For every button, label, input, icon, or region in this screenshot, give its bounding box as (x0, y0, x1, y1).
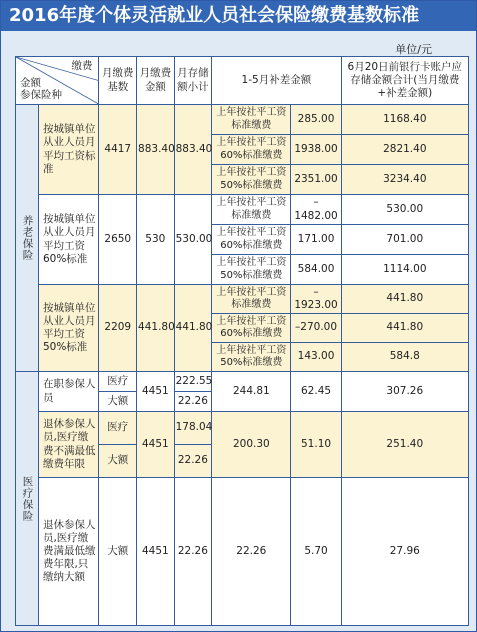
pension-group-2-desc: 按城镇单位从业人员月平均工资60%标准 (38, 195, 99, 285)
pension-row-total: 2821.40 (341, 135, 468, 165)
pension-row-diff: 171.00 (291, 225, 341, 255)
medical-row-1-amount1: 222.55 (174, 372, 212, 392)
medical-row-3-amount1: 22.26 (174, 478, 212, 626)
medical-row-3-base: 4451 (137, 478, 175, 626)
pension-row-label: 上年按社平工资标准缴费 (212, 285, 291, 314)
medical-row-3-desc: 退休参保人员,医疗缴费满最低缴费年限,只缴纳大额 (38, 478, 99, 626)
medical-row-2-base: 4451 (137, 412, 175, 478)
pension-group-3-amount: 441.80 (137, 285, 175, 372)
medical-row-1-subtotal: 244.81 (212, 372, 291, 412)
pension-row-total: 441.80 (341, 314, 468, 343)
medical-row-3-subtotal: 22.26 (212, 478, 291, 626)
unit-label: 单位/元 (395, 43, 432, 56)
pension-group-1-desc: 按城镇单位从业人员月平均工资标准 (38, 105, 99, 195)
header-monthly-base: 月缴费基数 (99, 57, 137, 105)
diagonal-header-cell (16, 57, 99, 105)
pension-group-2-amount: 530 (137, 195, 175, 285)
pension-group-3-subtotal: 441.80 (174, 285, 212, 372)
pension-row-label: 上年按社平工资60%标准缴费 (212, 135, 291, 165)
pension-group-2-base: 2650 (99, 195, 137, 285)
medical-row-1-type1: 医疗 (99, 372, 137, 392)
pension-row-label: 上年按社平工资标准缴费 (212, 105, 291, 135)
medical-row-2-total: 251.40 (341, 412, 468, 478)
pension-group-3-desc: 按城镇单位从业人员月平均工资50%标准 (38, 285, 99, 372)
pension-row-label: 上年按社平工资60%标准缴费 (212, 225, 291, 255)
medical-row-2-type1: 医疗 (99, 412, 137, 445)
pension-group-2-subtotal: 530.00 (174, 195, 212, 285)
pension-row-diff: 1938.00 (291, 135, 341, 165)
pension-row-diff: 285.00 (291, 105, 341, 135)
pension-row-diff: –270.00 (291, 314, 341, 343)
pension-group-3-base: 2209 (99, 285, 137, 372)
header-monthly-amount: 月缴费金额 (137, 57, 175, 105)
pension-row-diff: 143.00 (291, 343, 341, 372)
pension-row-total: 584.8 (341, 343, 468, 372)
medical-row-2-type2: 大额 (99, 445, 137, 478)
medical-row-2-diff: 51.10 (291, 412, 341, 478)
pension-row-label: 上年按社平工资50%标准缴费 (212, 343, 291, 372)
pension-row-diff: –1923.00 (291, 285, 341, 314)
medical-row-1-type2: 大额 (99, 392, 137, 412)
medical-category: 医疗保险 (16, 372, 39, 626)
pension-row-diff: –1482.00 (291, 195, 341, 225)
diag-label-insurance-type: 参保险种 (20, 88, 62, 101)
pension-row-diff: 584.00 (291, 255, 341, 285)
diag-label-amount: 金额 (20, 77, 41, 89)
medical-row-1-total: 307.26 (341, 372, 468, 412)
pension-row-total: 3234.40 (341, 165, 468, 195)
pension-row-total: 441.80 (341, 285, 468, 314)
pension-group-1-subtotal: 883.40 (174, 105, 212, 195)
pension-group-1-amount: 883.40 (137, 105, 175, 195)
pension-row-total: 530.00 (341, 195, 468, 225)
pension-row-total: 1114.00 (341, 255, 468, 285)
pension-row-total: 701.00 (341, 225, 468, 255)
medical-row-1-base: 4451 (137, 372, 175, 412)
header-total-amount: 6月20日前银行卡账户应存储金额合计(当月缴费+补差金额) (341, 57, 468, 105)
pension-row-total: 1168.40 (341, 105, 468, 135)
page-title: 2016年度个体灵活就业人员社会保险缴费基数标准 (1, 1, 476, 31)
header-monthly-subtotal: 月存储额小计 (174, 57, 212, 105)
pension-row-label: 上年按社平工资60%标准缴费 (212, 314, 291, 343)
pension-row-label: 上年按社平工资50%标准缴费 (212, 255, 291, 285)
medical-row-3-total: 27.96 (341, 478, 468, 626)
header-diff-amount: 1-5月补差金额 (212, 57, 341, 105)
pension-row-label: 上年按社平工资标准缴费 (212, 195, 291, 225)
medical-row-1-desc: 在职参保人员 (38, 372, 99, 412)
medical-row-1-diff: 62.45 (291, 372, 341, 412)
medical-row-2-desc: 退休参保人员,医疗缴费不满最低缴费年限 (38, 412, 99, 478)
medical-row-2-amount2: 22.26 (174, 445, 212, 478)
medical-row-3-type1: 大额 (99, 478, 137, 626)
medical-row-2-subtotal: 200.30 (212, 412, 291, 478)
medical-row-2-amount1: 178.04 (174, 412, 212, 445)
pension-row-diff: 2351.00 (291, 165, 341, 195)
pension-category: 养老保险 (16, 105, 39, 372)
diag-label-payment: 缴费 (71, 60, 93, 72)
medical-row-1-amount2: 22.26 (174, 392, 212, 412)
contribution-table (15, 56, 469, 626)
pension-group-1-base: 4417 (99, 105, 137, 195)
medical-row-3-diff: 5.70 (291, 478, 341, 626)
pension-row-label: 上年按社平工资50%标准缴费 (212, 165, 291, 195)
